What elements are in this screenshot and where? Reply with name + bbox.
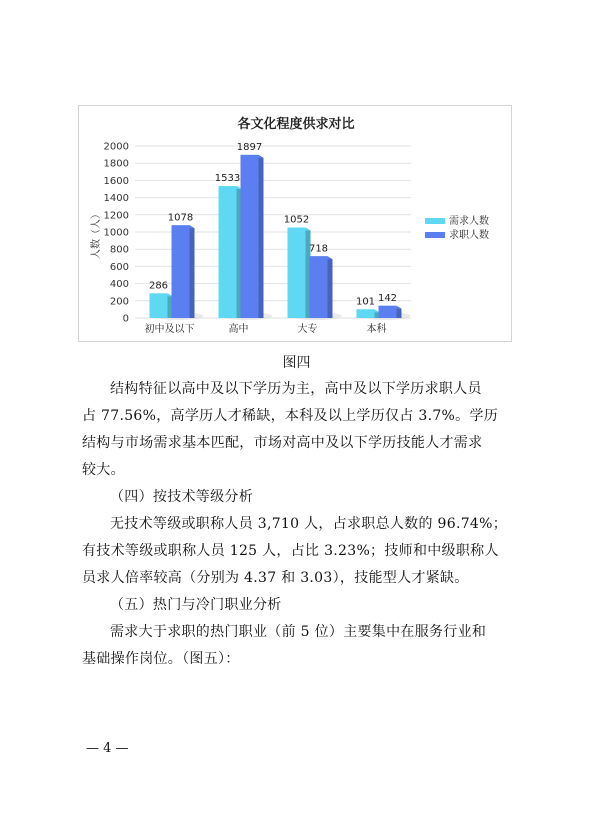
section-heading-skill-level: [82, 484, 522, 511]
data-label: 1078: [167, 212, 194, 224]
y-tick-label: 1600: [103, 175, 129, 187]
y-axis-label: 人数（人）: [91, 209, 102, 259]
x-tick-label: 初中及以下: [144, 324, 195, 335]
data-label: 286: [148, 280, 169, 292]
bar: [219, 186, 237, 318]
data-label: 142: [377, 292, 398, 304]
text-line: 结构特征以高中及以下学历为主，高中及以下学历求职人员: [110, 381, 482, 397]
paragraph-skill-level: [82, 511, 522, 592]
y-tick-label: 400: [109, 279, 129, 291]
y-tick-label: 1200: [103, 210, 129, 222]
legend-label: 需求人数: [449, 216, 489, 227]
bar-chart: [79, 106, 513, 343]
y-tick-label: 200: [109, 296, 129, 308]
bar-side: [190, 225, 195, 318]
text-line: 需求大于求职的热门职业（前 5 位）主要集中在服务行业和: [110, 624, 487, 640]
bar-side: [259, 155, 264, 318]
heading-line: （四）按技术等级分析: [110, 489, 253, 505]
data-label: 1052: [283, 214, 310, 226]
chart-figure: [78, 105, 512, 342]
text-line: 占 77.56%，高学历人才稀缺，本科及以上学历仅占 3.7%。学历: [82, 408, 499, 424]
text-line: 基础操作岗位。（图五）：: [82, 651, 240, 667]
y-tick-label: 1800: [103, 158, 129, 170]
legend-swatch: [425, 232, 445, 238]
bar: [150, 293, 168, 318]
y-tick-label: 600: [109, 261, 129, 273]
bar: [357, 309, 375, 318]
y-tick-label: 1000: [103, 227, 129, 239]
y-tick-label: 2000: [103, 141, 129, 153]
bar: [172, 225, 190, 318]
data-label: 718: [308, 243, 329, 255]
data-label: 1897: [236, 141, 263, 153]
data-label: 1533: [214, 173, 241, 185]
y-tick-label: 0: [122, 313, 129, 325]
bar-side: [328, 256, 333, 318]
bar: [310, 256, 328, 318]
section-heading-occupations: [82, 592, 522, 619]
x-tick-label: 高中: [228, 324, 249, 335]
bar: [379, 306, 397, 318]
legend-label: 求职人数: [449, 230, 489, 241]
legend-swatch: [425, 218, 445, 224]
chart-title: 各文化程度供求对比: [237, 117, 355, 132]
text-line: 较大。: [82, 462, 125, 478]
figure-caption: 图四: [282, 355, 311, 371]
heading-line: （五）热门与冷门职业分析: [110, 597, 282, 613]
x-tick-label: 大专: [297, 324, 318, 335]
paragraph-education: [82, 376, 522, 484]
data-label: 101: [355, 296, 376, 308]
text-line: 有技术等级或职称人员 125 人，占比 3.23%；技师和中级职称人: [82, 543, 499, 559]
bar: [241, 155, 259, 318]
bar: [288, 228, 306, 318]
text-line: 员求人倍率较高（分别为 4.37 和 3.03），技能型人才紧缺。: [82, 570, 469, 586]
paragraph-occupations: [82, 619, 522, 673]
text-line: 结构与市场需求基本匹配，市场对高中及以下学历技能人才需求: [82, 435, 483, 451]
y-tick-label: 800: [109, 244, 129, 256]
page-number: — 4 —: [86, 741, 129, 756]
y-tick-label: 1400: [103, 193, 129, 205]
x-tick-label: 本科: [366, 324, 387, 335]
text-line: 无技术等级或职称人员 3,710 人，占求职总人数的 96.74%；: [110, 516, 508, 532]
